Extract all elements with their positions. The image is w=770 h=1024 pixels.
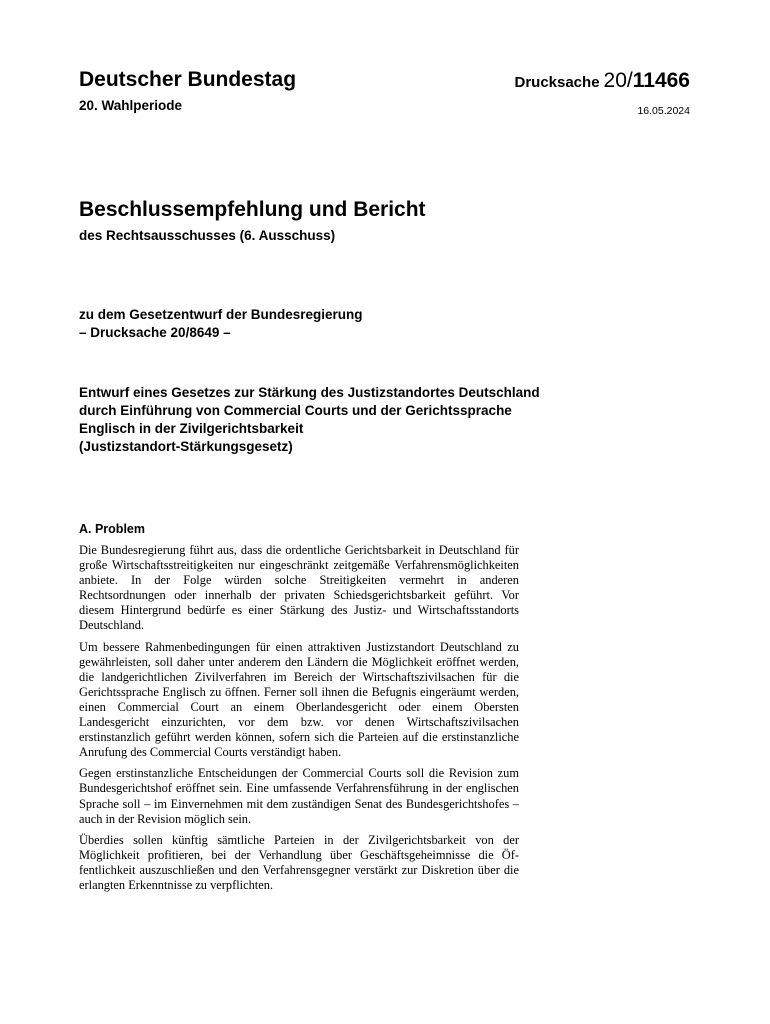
header-right — [514, 68, 690, 118]
legislative-period: 20. Wahlperiode — [79, 98, 183, 113]
document-number — [514, 68, 690, 96]
reference-line: zu dem Gesetzentwurf der Bundesregierung — [79, 307, 363, 322]
law-title-line: Entwurf eines Gesetzes zur Stärkung des Justizstandortes Deutschland — [79, 385, 540, 400]
reference-line: – Drucksache 20/8649 – — [79, 325, 231, 340]
header-left — [79, 66, 296, 115]
law-title — [79, 384, 699, 456]
section-problem — [79, 521, 519, 899]
paragraph: Überdies sollen künftig sämtliche Parteien in der Zivilgerichtsbarkeit von der Möglichkeit profitieren, bei der Verhandlung über Geschäftsgeheimnisse die Öffentlichkeit auszuschließen und den Verfahrensgegner verstärkt zur Diskretion über die erlangten Erkenntnisse zu verpflichten. — [79, 832, 519, 892]
paragraph: Die Bundesregierung führt aus, dass die ordentliche Gerichtsbarkeit in Deutschland für große Wirtschaftsstreitigkeiten nur eingeschränkt zeitgemäße Verfahrensmöglichkeiten anbiete. In der Folge würden solche Streitigkeiten vermehrt in anderen Rechtsordnungen oder innerhalb der privaten Schiedsgerichtsbarkeit geführt. Vor diesem Hintergrund bedürfe es einer Stärkung des Justiz- und Wirtschaftsstandorts Deutschland. — [79, 543, 519, 633]
document-label: Drucksache — [514, 74, 600, 91]
reference-block — [79, 306, 363, 342]
law-title-line: Englisch in der Zivilgerichtsbarkeit — [79, 421, 304, 436]
document-number-value: 11466 — [632, 69, 690, 92]
document-date: 16.05.2024 — [637, 105, 690, 117]
paragraph: Um bessere Rahmenbedingungen für einen attraktiven Justizstandort Deutschland zu gewährleisten, soll daher unter anderem den Ländern die Möglichkeit eröffnet werden, die landgerichtlichen Zivilverfahren im Bereich der Wirtschaftszivilsachen für die Gerichtssprache Englisch zu öffnen. Ferner soll ihnen die Befugnis eingeräumt werden, einen Commercial Court an einem Oberlandesgericht oder einem Obersten Landesgericht einzurichten, vor dem bzw. vor denen Wirtschaftszivilsachen erstinstanzlich geführt werden können, sofern sich die Parteien auf die erstinstanzliche Anrufung des Commercial Courts verständigt haben. — [79, 639, 519, 760]
section-heading: A. Problem — [79, 522, 145, 536]
law-title-line: (Justizstandort-Stärkungsgesetz) — [79, 439, 293, 454]
document-title: Beschlussempfehlung und Bericht — [79, 198, 426, 221]
paragraph: Gegen erstinstanzliche Entscheidungen der Commercial Courts soll die Revision zum Bundesgerichtshof eröffnet sein. Eine umfassende Verfahrensführung in der englischen Sprache soll – im Einvernehmen mit dem zuständigen Senat des Bundesgerichtshofes – auch in der Revision möglich sein. — [79, 766, 519, 826]
law-title-line: durch Einführung von Commercial Courts und der Gerichtssprache — [79, 403, 512, 418]
institution-name: Deutscher Bundestag — [79, 68, 297, 91]
document-subtitle: des Rechtsausschusses (6. Ausschuss) — [79, 228, 336, 243]
document-number-prefix: 20/ — [603, 69, 633, 92]
